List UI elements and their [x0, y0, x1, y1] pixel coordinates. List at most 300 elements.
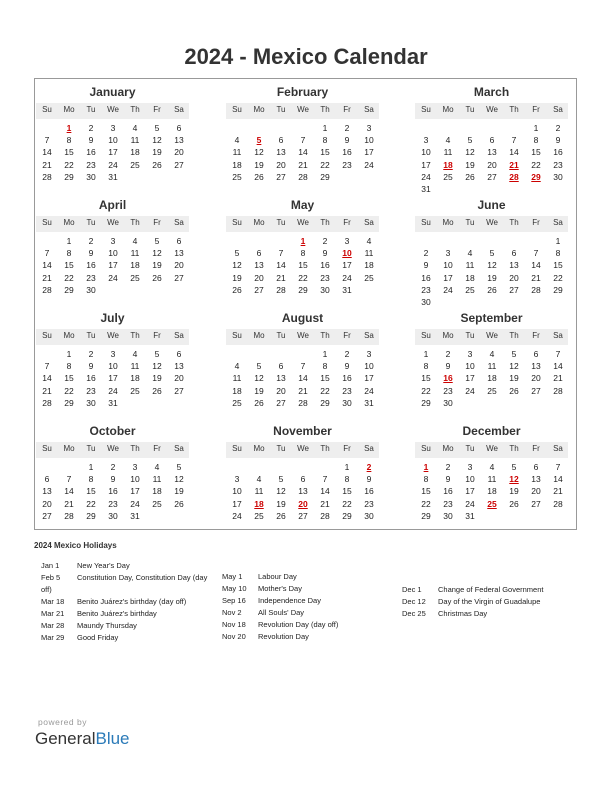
day-cell[interactable]: 9 — [423, 260, 429, 271]
holiday-day-cell[interactable]: 18 — [443, 159, 453, 170]
day-cell[interactable]: 8 — [533, 135, 539, 146]
day-cell[interactable]: 1 — [533, 123, 539, 133]
day-cell[interactable]: 8 — [66, 135, 72, 146]
day-cell[interactable]: 25 — [232, 171, 242, 182]
day-cell[interactable]: 4 — [366, 236, 372, 246]
day-cell[interactable]: 8 — [423, 474, 429, 485]
day-cell[interactable]: 26 — [465, 171, 475, 182]
day-cell[interactable]: 27 — [174, 272, 184, 283]
day-cell[interactable]: 28 — [320, 510, 330, 521]
day-cell[interactable]: 13 — [42, 486, 52, 497]
holiday-day-cell[interactable]: 12 — [509, 474, 519, 485]
day-cell[interactable]: 7 — [300, 361, 306, 372]
day-cell[interactable]: 14 — [553, 474, 563, 485]
day-cell[interactable]: 14 — [276, 260, 286, 271]
holiday-day-cell[interactable]: 18 — [254, 498, 264, 509]
day-cell[interactable]: 24 — [421, 171, 431, 182]
day-cell[interactable]: 5 — [154, 349, 160, 359]
day-cell[interactable]: 25 — [130, 272, 140, 283]
day-cell[interactable]: 26 — [152, 159, 162, 170]
day-cell[interactable]: 21 — [42, 385, 52, 396]
day-cell[interactable]: 13 — [487, 147, 497, 158]
day-cell[interactable]: 20 — [276, 385, 286, 396]
day-cell[interactable]: 13 — [276, 147, 286, 158]
day-cell[interactable]: 24 — [108, 272, 118, 283]
day-cell[interactable]: 2 — [88, 236, 94, 246]
holiday-day-cell[interactable]: 29 — [531, 171, 541, 182]
day-cell[interactable]: 30 — [320, 284, 330, 295]
day-cell[interactable]: 16 — [443, 486, 453, 497]
day-cell[interactable]: 21 — [42, 272, 52, 283]
day-cell[interactable]: 24 — [364, 385, 374, 396]
day-cell[interactable]: 2 — [344, 123, 350, 133]
holiday-day-cell[interactable]: 1 — [423, 462, 429, 472]
day-cell[interactable]: 2 — [88, 349, 94, 359]
day-cell[interactable]: 3 — [423, 135, 429, 146]
day-cell[interactable]: 14 — [320, 486, 330, 497]
day-cell[interactable]: 17 — [465, 486, 475, 497]
day-cell[interactable]: 17 — [108, 373, 118, 384]
day-cell[interactable]: 12 — [174, 474, 184, 485]
holiday-day-cell[interactable]: 5 — [256, 135, 262, 146]
day-cell[interactable]: 8 — [423, 361, 429, 372]
day-cell[interactable]: 13 — [531, 474, 541, 485]
day-cell[interactable]: 7 — [66, 474, 72, 485]
day-cell[interactable]: 25 — [232, 397, 242, 408]
day-cell[interactable]: 28 — [42, 397, 52, 408]
day-cell[interactable]: 23 — [108, 498, 118, 509]
day-cell[interactable]: 5 — [154, 123, 160, 133]
day-cell[interactable]: 26 — [232, 284, 242, 295]
day-cell[interactable]: 6 — [489, 135, 495, 146]
day-cell[interactable]: 8 — [66, 248, 72, 259]
day-cell[interactable]: 11 — [130, 135, 140, 146]
day-cell[interactable]: 18 — [130, 147, 140, 158]
day-cell[interactable]: 22 — [553, 272, 563, 283]
day-cell[interactable]: 7 — [44, 248, 50, 259]
day-cell[interactable]: 15 — [421, 373, 431, 384]
day-cell[interactable]: 16 — [553, 147, 563, 158]
day-cell[interactable]: 17 — [364, 147, 374, 158]
day-cell[interactable]: 17 — [421, 159, 431, 170]
day-cell[interactable]: 13 — [254, 260, 264, 271]
day-cell[interactable]: 9 — [110, 474, 116, 485]
day-cell[interactable]: 27 — [276, 171, 286, 182]
day-cell[interactable]: 15 — [64, 373, 74, 384]
day-cell[interactable]: 18 — [364, 260, 374, 271]
day-cell[interactable]: 13 — [174, 248, 184, 259]
day-cell[interactable]: 19 — [232, 272, 242, 283]
day-cell[interactable]: 24 — [443, 284, 453, 295]
day-cell[interactable]: 10 — [443, 260, 453, 271]
day-cell[interactable]: 27 — [174, 159, 184, 170]
day-cell[interactable]: 24 — [130, 498, 140, 509]
day-cell[interactable]: 31 — [364, 397, 374, 408]
day-cell[interactable]: 13 — [509, 260, 519, 271]
day-cell[interactable]: 13 — [174, 135, 184, 146]
day-cell[interactable]: 17 — [465, 373, 475, 384]
day-cell[interactable]: 4 — [489, 462, 495, 472]
day-cell[interactable]: 29 — [421, 397, 431, 408]
day-cell[interactable]: 25 — [487, 385, 497, 396]
day-cell[interactable]: 1 — [322, 123, 328, 133]
day-cell[interactable]: 9 — [344, 361, 350, 372]
day-cell[interactable]: 18 — [130, 260, 140, 271]
day-cell[interactable]: 14 — [42, 373, 52, 384]
day-cell[interactable]: 11 — [487, 474, 497, 485]
day-cell[interactable]: 15 — [553, 260, 563, 271]
day-cell[interactable]: 15 — [64, 260, 74, 271]
day-cell[interactable]: 21 — [553, 373, 563, 384]
day-cell[interactable]: 23 — [364, 498, 374, 509]
day-cell[interactable]: 12 — [276, 486, 286, 497]
day-cell[interactable]: 24 — [465, 385, 475, 396]
day-cell[interactable]: 2 — [88, 123, 94, 133]
day-cell[interactable]: 8 — [300, 248, 306, 259]
day-cell[interactable]: 14 — [298, 147, 308, 158]
day-cell[interactable]: 27 — [531, 498, 541, 509]
day-cell[interactable]: 22 — [531, 159, 541, 170]
day-cell[interactable]: 10 — [465, 474, 475, 485]
day-cell[interactable]: 10 — [108, 361, 118, 372]
day-cell[interactable]: 17 — [342, 260, 352, 271]
day-cell[interactable]: 10 — [130, 474, 140, 485]
day-cell[interactable]: 1 — [322, 349, 328, 359]
day-cell[interactable]: 6 — [256, 248, 262, 259]
day-cell[interactable]: 23 — [342, 159, 352, 170]
day-cell[interactable]: 31 — [130, 510, 140, 521]
day-cell[interactable]: 22 — [64, 159, 74, 170]
day-cell[interactable]: 27 — [174, 385, 184, 396]
day-cell[interactable]: 2 — [322, 236, 328, 246]
day-cell[interactable]: 24 — [465, 498, 475, 509]
day-cell[interactable]: 8 — [66, 361, 72, 372]
day-cell[interactable]: 4 — [234, 135, 240, 146]
day-cell[interactable]: 8 — [322, 361, 328, 372]
day-cell[interactable]: 2 — [555, 123, 561, 133]
day-cell[interactable]: 3 — [366, 349, 372, 359]
day-cell[interactable]: 26 — [487, 284, 497, 295]
day-cell[interactable]: 26 — [509, 498, 519, 509]
day-cell[interactable]: 6 — [44, 474, 50, 485]
day-cell[interactable]: 3 — [110, 349, 116, 359]
day-cell[interactable]: 18 — [232, 159, 242, 170]
day-cell[interactable]: 21 — [320, 498, 330, 509]
day-cell[interactable]: 24 — [232, 510, 242, 521]
day-cell[interactable]: 3 — [110, 123, 116, 133]
day-cell[interactable]: 19 — [152, 147, 162, 158]
day-cell[interactable]: 14 — [553, 361, 563, 372]
day-cell[interactable]: 2 — [445, 462, 451, 472]
day-cell[interactable]: 29 — [86, 510, 96, 521]
day-cell[interactable]: 27 — [298, 510, 308, 521]
day-cell[interactable]: 1 — [88, 462, 94, 472]
day-cell[interactable]: 11 — [130, 248, 140, 259]
day-cell[interactable]: 15 — [86, 486, 96, 497]
day-cell[interactable]: 26 — [152, 272, 162, 283]
day-cell[interactable]: 4 — [154, 462, 160, 472]
day-cell[interactable]: 4 — [132, 236, 138, 246]
day-cell[interactable]: 16 — [421, 272, 431, 283]
day-cell[interactable]: 4 — [445, 135, 451, 146]
day-cell[interactable]: 3 — [467, 349, 473, 359]
day-cell[interactable]: 14 — [64, 486, 74, 497]
day-cell[interactable]: 5 — [154, 236, 160, 246]
day-cell[interactable]: 20 — [42, 498, 52, 509]
day-cell[interactable]: 21 — [531, 272, 541, 283]
day-cell[interactable]: 10 — [421, 147, 431, 158]
day-cell[interactable]: 24 — [364, 159, 374, 170]
day-cell[interactable]: 30 — [342, 397, 352, 408]
day-cell[interactable]: 2 — [344, 349, 350, 359]
day-cell[interactable]: 19 — [254, 385, 264, 396]
day-cell[interactable]: 28 — [64, 510, 74, 521]
day-cell[interactable]: 23 — [443, 385, 453, 396]
day-cell[interactable]: 18 — [130, 373, 140, 384]
day-cell[interactable]: 28 — [553, 498, 563, 509]
day-cell[interactable]: 12 — [152, 248, 162, 259]
day-cell[interactable]: 15 — [342, 486, 352, 497]
day-cell[interactable]: 15 — [531, 147, 541, 158]
day-cell[interactable]: 9 — [445, 474, 451, 485]
day-cell[interactable]: 6 — [176, 236, 182, 246]
day-cell[interactable]: 19 — [174, 486, 184, 497]
holiday-day-cell[interactable]: 2 — [366, 462, 372, 472]
day-cell[interactable]: 6 — [176, 123, 182, 133]
day-cell[interactable]: 28 — [531, 284, 541, 295]
day-cell[interactable]: 20 — [174, 373, 184, 384]
day-cell[interactable]: 23 — [320, 272, 330, 283]
day-cell[interactable]: 16 — [86, 260, 96, 271]
day-cell[interactable]: 6 — [278, 361, 284, 372]
day-cell[interactable]: 17 — [108, 260, 118, 271]
day-cell[interactable]: 13 — [531, 361, 541, 372]
day-cell[interactable]: 29 — [64, 171, 74, 182]
day-cell[interactable]: 9 — [366, 474, 372, 485]
day-cell[interactable]: 26 — [254, 171, 264, 182]
day-cell[interactable]: 31 — [342, 284, 352, 295]
day-cell[interactable]: 8 — [555, 248, 561, 259]
day-cell[interactable]: 22 — [64, 272, 74, 283]
day-cell[interactable]: 27 — [42, 510, 52, 521]
day-cell[interactable]: 17 — [364, 373, 374, 384]
day-cell[interactable]: 9 — [88, 248, 94, 259]
day-cell[interactable]: 12 — [152, 361, 162, 372]
day-cell[interactable]: 21 — [42, 159, 52, 170]
day-cell[interactable]: 10 — [364, 361, 374, 372]
day-cell[interactable]: 4 — [234, 361, 240, 372]
day-cell[interactable]: 13 — [298, 486, 308, 497]
day-cell[interactable]: 22 — [86, 498, 96, 509]
day-cell[interactable]: 23 — [443, 498, 453, 509]
day-cell[interactable]: 13 — [276, 373, 286, 384]
day-cell[interactable]: 17 — [443, 272, 453, 283]
day-cell[interactable]: 6 — [511, 248, 517, 259]
day-cell[interactable]: 16 — [342, 147, 352, 158]
day-cell[interactable]: 18 — [232, 385, 242, 396]
day-cell[interactable]: 20 — [531, 373, 541, 384]
day-cell[interactable]: 25 — [130, 159, 140, 170]
day-cell[interactable]: 3 — [234, 474, 240, 485]
day-cell[interactable]: 14 — [531, 260, 541, 271]
day-cell[interactable]: 29 — [320, 171, 330, 182]
day-cell[interactable]: 25 — [364, 272, 374, 283]
day-cell[interactable]: 5 — [489, 248, 495, 259]
day-cell[interactable]: 30 — [421, 297, 431, 307]
day-cell[interactable]: 26 — [174, 498, 184, 509]
day-cell[interactable]: 13 — [174, 361, 184, 372]
day-cell[interactable]: 6 — [533, 349, 539, 359]
day-cell[interactable]: 7 — [322, 474, 328, 485]
day-cell[interactable]: 31 — [108, 397, 118, 408]
day-cell[interactable]: 6 — [533, 462, 539, 472]
day-cell[interactable]: 11 — [232, 147, 242, 158]
holiday-day-cell[interactable]: 21 — [509, 159, 519, 170]
holiday-day-cell[interactable]: 1 — [66, 123, 72, 133]
day-cell[interactable]: 7 — [511, 135, 517, 146]
day-cell[interactable]: 14 — [42, 147, 52, 158]
day-cell[interactable]: 21 — [298, 159, 308, 170]
day-cell[interactable]: 22 — [320, 159, 330, 170]
day-cell[interactable]: 3 — [445, 248, 451, 259]
day-cell[interactable]: 6 — [300, 474, 306, 485]
day-cell[interactable]: 23 — [421, 284, 431, 295]
day-cell[interactable]: 2 — [110, 462, 116, 472]
day-cell[interactable]: 9 — [88, 361, 94, 372]
day-cell[interactable]: 7 — [533, 248, 539, 259]
day-cell[interactable]: 16 — [364, 486, 374, 497]
day-cell[interactable]: 28 — [42, 171, 52, 182]
day-cell[interactable]: 7 — [555, 349, 561, 359]
day-cell[interactable]: 12 — [254, 147, 264, 158]
day-cell[interactable]: 22 — [320, 385, 330, 396]
day-cell[interactable]: 11 — [364, 248, 374, 259]
day-cell[interactable]: 3 — [132, 462, 138, 472]
day-cell[interactable]: 15 — [64, 147, 74, 158]
day-cell[interactable]: 20 — [509, 272, 519, 283]
day-cell[interactable]: 19 — [276, 498, 286, 509]
day-cell[interactable]: 28 — [298, 171, 308, 182]
day-cell[interactable]: 21 — [64, 498, 74, 509]
day-cell[interactable]: 1 — [555, 236, 561, 246]
day-cell[interactable]: 24 — [108, 385, 118, 396]
day-cell[interactable]: 30 — [86, 397, 96, 408]
day-cell[interactable]: 18 — [487, 486, 497, 497]
day-cell[interactable]: 26 — [509, 385, 519, 396]
day-cell[interactable]: 22 — [64, 385, 74, 396]
day-cell[interactable]: 10 — [232, 486, 242, 497]
day-cell[interactable]: 21 — [298, 385, 308, 396]
day-cell[interactable]: 3 — [110, 236, 116, 246]
day-cell[interactable]: 2 — [445, 349, 451, 359]
day-cell[interactable]: 19 — [152, 373, 162, 384]
day-cell[interactable]: 10 — [364, 135, 374, 146]
day-cell[interactable]: 29 — [64, 397, 74, 408]
day-cell[interactable]: 12 — [232, 260, 242, 271]
day-cell[interactable]: 29 — [421, 510, 431, 521]
day-cell[interactable]: 24 — [108, 159, 118, 170]
day-cell[interactable]: 10 — [108, 135, 118, 146]
day-cell[interactable]: 27 — [276, 397, 286, 408]
day-cell[interactable]: 22 — [421, 498, 431, 509]
day-cell[interactable]: 9 — [445, 361, 451, 372]
day-cell[interactable]: 31 — [465, 510, 475, 521]
day-cell[interactable]: 15 — [298, 260, 308, 271]
day-cell[interactable]: 27 — [509, 284, 519, 295]
day-cell[interactable]: 28 — [42, 284, 52, 295]
day-cell[interactable]: 8 — [344, 474, 350, 485]
day-cell[interactable]: 30 — [86, 171, 96, 182]
day-cell[interactable]: 4 — [132, 349, 138, 359]
day-cell[interactable]: 17 — [130, 486, 140, 497]
brand-logo[interactable] — [35, 729, 130, 749]
day-cell[interactable]: 25 — [254, 510, 264, 521]
day-cell[interactable]: 4 — [467, 248, 473, 259]
day-cell[interactable]: 29 — [320, 397, 330, 408]
day-cell[interactable]: 3 — [344, 236, 350, 246]
day-cell[interactable]: 11 — [487, 361, 497, 372]
day-cell[interactable]: 1 — [66, 349, 72, 359]
day-cell[interactable]: 7 — [300, 135, 306, 146]
day-cell[interactable]: 7 — [44, 361, 50, 372]
day-cell[interactable]: 23 — [342, 385, 352, 396]
holiday-day-cell[interactable]: 16 — [443, 373, 453, 384]
day-cell[interactable]: 11 — [254, 486, 264, 497]
day-cell[interactable]: 18 — [487, 373, 497, 384]
day-cell[interactable]: 5 — [511, 349, 517, 359]
day-cell[interactable]: 12 — [509, 361, 519, 372]
day-cell[interactable]: 18 — [152, 486, 162, 497]
day-cell[interactable]: 28 — [276, 284, 286, 295]
day-cell[interactable]: 7 — [278, 248, 284, 259]
day-cell[interactable]: 14 — [42, 260, 52, 271]
day-cell[interactable]: 15 — [320, 373, 330, 384]
day-cell[interactable]: 14 — [509, 147, 519, 158]
holiday-day-cell[interactable]: 25 — [487, 498, 497, 509]
day-cell[interactable]: 20 — [487, 159, 497, 170]
day-cell[interactable]: 8 — [88, 474, 94, 485]
day-cell[interactable]: 31 — [421, 184, 431, 194]
day-cell[interactable]: 12 — [152, 135, 162, 146]
holiday-day-cell[interactable]: 10 — [342, 248, 352, 259]
day-cell[interactable]: 28 — [553, 385, 563, 396]
day-cell[interactable]: 30 — [108, 510, 118, 521]
day-cell[interactable]: 9 — [322, 248, 328, 259]
holiday-day-cell[interactable]: 28 — [509, 171, 519, 182]
day-cell[interactable]: 5 — [256, 361, 262, 372]
day-cell[interactable]: 27 — [254, 284, 264, 295]
day-cell[interactable]: 27 — [531, 385, 541, 396]
day-cell[interactable]: 2 — [423, 248, 429, 259]
day-cell[interactable]: 5 — [234, 248, 240, 259]
day-cell[interactable]: 20 — [531, 486, 541, 497]
day-cell[interactable]: 16 — [86, 373, 96, 384]
day-cell[interactable]: 29 — [342, 510, 352, 521]
day-cell[interactable]: 25 — [130, 385, 140, 396]
day-cell[interactable]: 26 — [276, 510, 286, 521]
day-cell[interactable]: 20 — [276, 159, 286, 170]
day-cell[interactable]: 6 — [176, 349, 182, 359]
day-cell[interactable]: 19 — [465, 159, 475, 170]
day-cell[interactable]: 23 — [86, 159, 96, 170]
day-cell[interactable]: 20 — [174, 260, 184, 271]
day-cell[interactable]: 23 — [553, 159, 563, 170]
day-cell[interactable]: 21 — [553, 486, 563, 497]
day-cell[interactable]: 1 — [423, 349, 429, 359]
day-cell[interactable]: 16 — [108, 486, 118, 497]
day-cell[interactable]: 7 — [44, 135, 50, 146]
day-cell[interactable]: 1 — [66, 236, 72, 246]
